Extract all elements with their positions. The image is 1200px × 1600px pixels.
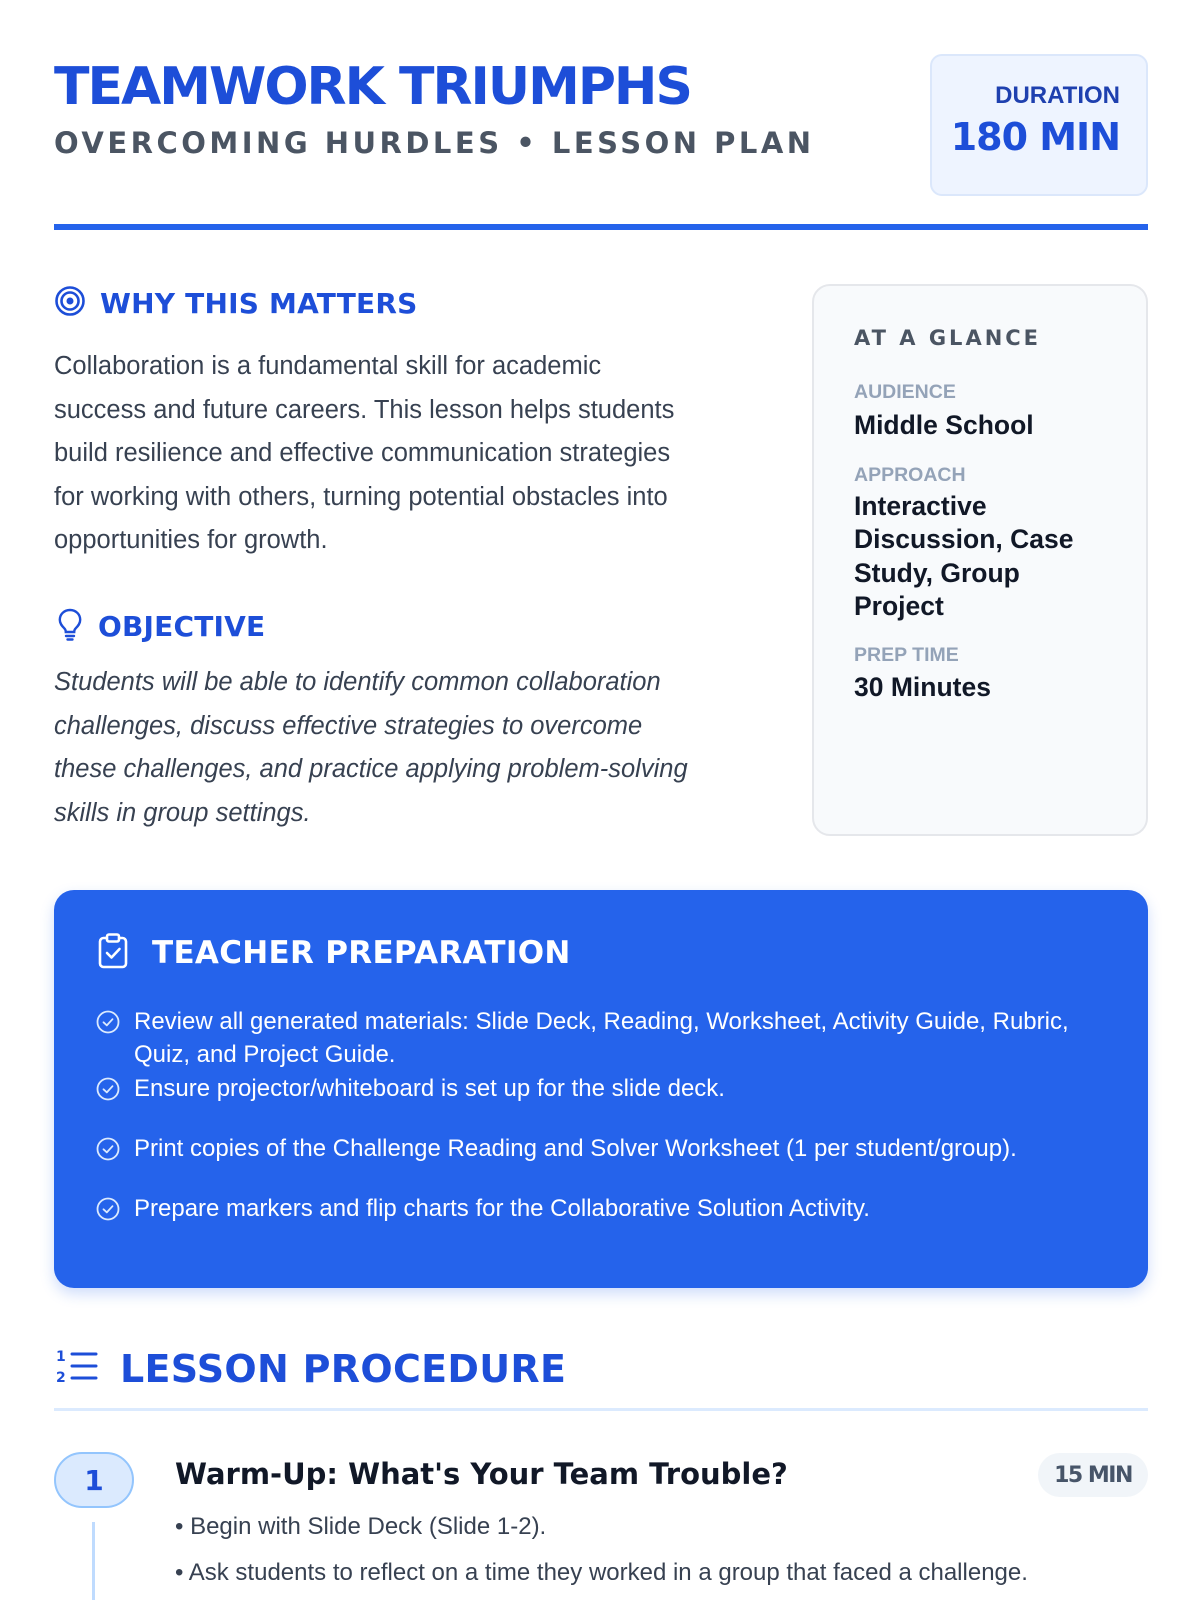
duration-badge [930,54,1148,196]
prep-item-text [134,1132,1017,1170]
prep-item [96,1192,1116,1230]
step-time-badge: 15 MIN [1038,1453,1148,1497]
glance-value-approach [854,490,1126,624]
step-bullet: • Begin with Slide Deck (Slide 1-2). [175,1513,547,1540]
why-line: build resilience and effective communication strategies [54,439,671,467]
prep-heading [96,932,571,975]
svg-text:1: 1 [56,1349,66,1365]
procedure-divider [54,1408,1148,1411]
prep-title: TEACHER PREPARATION [152,935,571,971]
objective-line: skills in group settings. [54,798,311,827]
why-line: for working with others, turning potential obstacles into [54,482,668,511]
objective-title: OBJECTIVE [98,609,266,643]
glance-title: AT A GLANCE [854,326,1042,350]
why-heading [54,285,417,322]
prep-item-line: Ensure projector/whiteboard is set up for the slide deck. [134,1075,725,1102]
lightbulb-icon [56,607,84,646]
step-title: Warm-Up: What's Your Team Trouble? [175,1457,788,1491]
check-circle-icon [96,1010,120,1071]
glance-value-prep-time [854,671,1126,705]
prep-item-line: Review all generated materials: Slide Deck, Reading, Worksheet, Activity Guide, Rubric, [134,1008,1069,1035]
glance-label-approach: APPROACH [854,464,966,486]
header [54,52,1148,196]
prep-item [96,1005,1116,1071]
glance-label-audience: AUDIENCE [854,381,956,403]
at-a-glance-card [812,284,1148,836]
duration-value: 180 MIN [950,115,1120,159]
glance-value-line: Middle School [854,409,1034,440]
prep-item [96,1132,1116,1170]
numbered-list-icon [56,1346,98,1391]
header-divider [54,224,1148,230]
prep-item-text [134,1072,725,1110]
glance-value-line: Project [854,591,944,621]
page-subtitle: OVERCOMING HURDLES • LESSON PLAN [54,126,815,160]
page-title: TEAMWORK TRIUMPHS [54,57,691,117]
procedure-title: LESSON PROCEDURE [120,1346,567,1391]
teacher-preparation-card [54,890,1148,1288]
objective-text [54,661,794,835]
prep-item-line: Prepare markers and flip charts for the Collaborative Solution Activity. [134,1195,870,1222]
prep-item-line: Print copies of the Challenge Reading and Solver Worksheet (1 per student/group). [134,1135,1017,1162]
glance-value-line: Interactive [854,490,987,521]
objective-line: these challenges, and practice applying problem-solving [54,755,688,783]
step-bullet: • Ask students to reflect on a time they worked in a group that faced a challenge. [175,1559,1028,1586]
objective-line: Students will be able to identify common collaboration [54,668,661,696]
check-circle-icon [96,1077,120,1110]
duration-label: DURATION [995,82,1120,109]
target-icon [54,285,86,322]
prep-item-text [134,1005,1069,1071]
step-timeline-line [92,1522,95,1600]
check-circle-icon [96,1137,120,1170]
prep-item-line: Quiz, and Project Guide. [134,1041,396,1068]
why-line: opportunities for growth. [54,526,328,554]
prep-item-text [134,1192,870,1230]
glance-value-line: Study, Group [854,557,1020,588]
clipboard-check-icon [96,932,130,975]
svg-text:2: 2 [56,1370,66,1386]
why-title: WHY THIS MATTERS [100,286,418,320]
glance-value-line: Discussion, Case [854,524,1074,554]
glance-value-audience [854,409,1126,443]
objective-line: challenges, discuss effective strategies to overcome [54,711,643,740]
procedure-heading [56,1346,566,1391]
glance-label-prep-time: PREP TIME [854,643,959,666]
why-line: Collaboration is a fundamental skill for academic [54,352,602,380]
check-circle-icon [96,1197,120,1230]
prep-item [96,1072,1116,1110]
why-text [54,345,784,563]
objective-heading [56,607,265,646]
why-line: success and future careers. This lesson helps students [54,395,675,424]
step-number-badge: 1 [54,1452,134,1508]
glance-value-line: 30 Minutes [854,672,991,702]
